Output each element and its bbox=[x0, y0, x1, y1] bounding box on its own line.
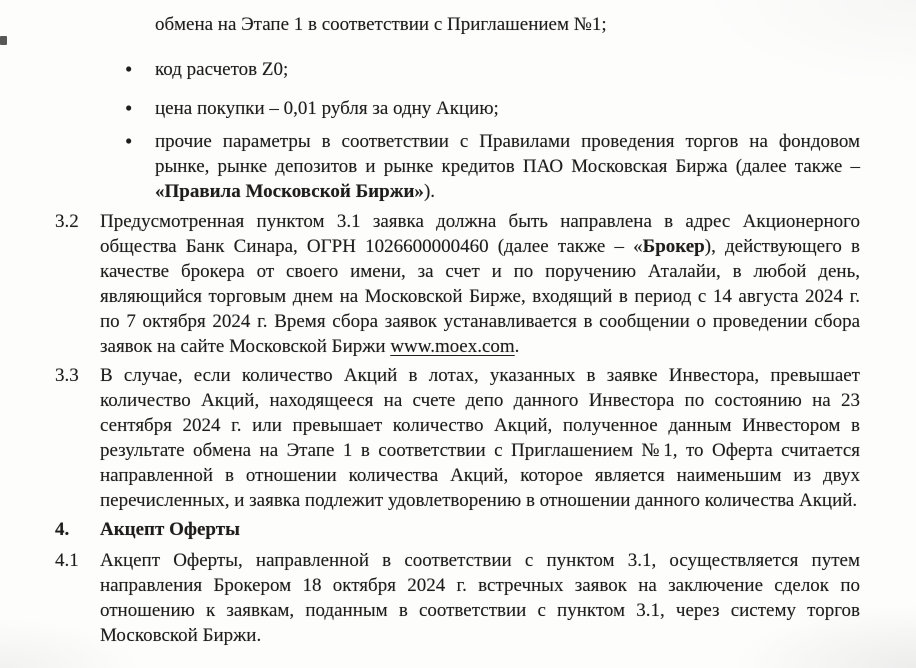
list-item-purchase-price bbox=[125, 96, 916, 121]
bullet-text-other-params bbox=[155, 129, 860, 204]
clause-number: 3.3 bbox=[55, 365, 79, 386]
clause-number: 4.1 bbox=[55, 550, 79, 571]
list-item-settlement-code bbox=[125, 57, 916, 82]
clause-3-2-text-end: . bbox=[514, 336, 520, 357]
other-params-text: прочие параметры в соответствии с Правилами проведения торгов на фондовом рынке, рынке депозитов и рынке кредитов ПАО Московская Биржа (далее также – bbox=[155, 131, 860, 177]
clause-4-1 bbox=[0, 548, 916, 648]
bullet-icon: • bbox=[125, 57, 133, 81]
scan-artifact bbox=[0, 36, 7, 45]
bullet-icon: • bbox=[125, 96, 133, 120]
bullet-icon: • bbox=[125, 129, 133, 153]
clause-3-3-text: В случае, если количество Акций в лотах, указанных в заявке Инвестора, превышает количество Акций, находящееся на счете депо данного Инвестора по состоянию на 23 сентября 2024 г. или превышает количество Акций, полученное данным Инвестором в результате обмена на Этапе 1 в соответствии с Приглашением №1, то Оферта считается направленной в отношении количества Акций, которое является наименьшим из двух перечисленных, и заявка подлежит удовлетворению в отношении данного количества Акций. bbox=[100, 365, 860, 511]
clause-3-3 bbox=[0, 363, 916, 513]
moex-rules-term: «Правила Московской Биржи» bbox=[155, 181, 424, 202]
other-params-text-end: ). bbox=[423, 181, 436, 202]
bullet-text-settlement-code: код расчетов Z0; bbox=[155, 59, 289, 80]
clause-3-2-text bbox=[100, 209, 860, 359]
moex-link[interactable]: www.moex.com bbox=[390, 336, 515, 357]
list-item-other-params bbox=[125, 129, 916, 204]
clause-3-2 bbox=[0, 209, 916, 359]
clause-3-2-text-pre: Предусмотренная пунктом 3.1 заявка должна быть направлена в адрес Акционерного общества Банк Синара, ОГРН 1026600000460 (далее также – « bbox=[100, 211, 860, 257]
broker-term: Брокер bbox=[642, 236, 705, 257]
section-number: 4. bbox=[55, 519, 70, 540]
clause-number: 3.2 bbox=[55, 211, 79, 232]
paragraph-continuation: обмена на Этапе 1 в соответствии с Приглашением №1; bbox=[155, 14, 607, 35]
clause-4-1-text: Акцепт Оферты, направленной в соответствии с пунктом 3.1, осуществляется путем направления Брокером 18 октября 2024 г. встречных заявок на заключение сделок по отношению к заявкам, поданным в соответствии с пунктом 3.1, через систему торгов Московской Биржи. bbox=[100, 550, 860, 646]
bullet-text-purchase-price: цена покупки – 0,01 рубля за одну Акцию; bbox=[155, 98, 499, 119]
clause-3-2-text-mid: ), действующего в качестве брокера от своего имени, за счет и по поручению Аталайи, в любой день, являющийся торговым днем на Московской Бирже, входящий в период с 14 августа 2024 г. по 7 октября 2024 г. Время сбора заявок устанавливается в сообщении о проведении сбора заявок на сайте Московской Биржи bbox=[100, 236, 861, 357]
section-title: Акцепт Оферты bbox=[100, 519, 240, 540]
section-4-heading bbox=[0, 517, 916, 542]
